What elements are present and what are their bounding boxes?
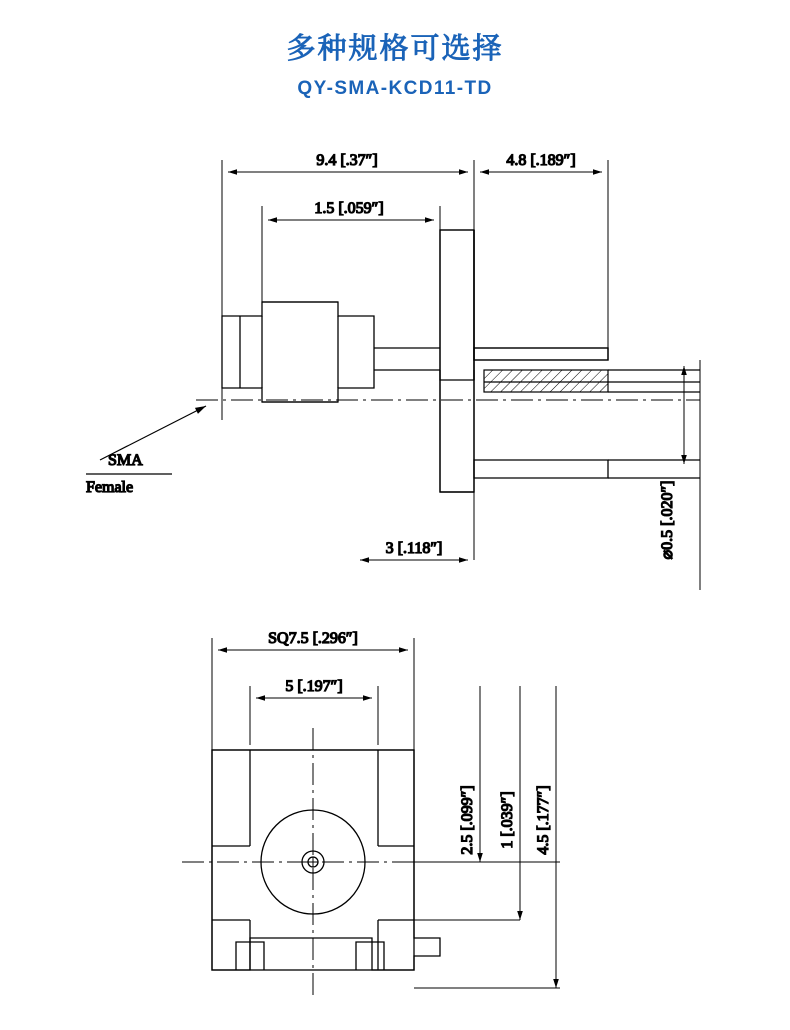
label-sma: SMA [108,452,143,469]
drawing-svg [0,120,790,1030]
svg-text:9.4 [.37″]: 9.4 [.37″] [316,152,378,169]
svg-text:4.5 [.177″]: 4.5 [.177″] [535,785,552,855]
svg-text:1 [.039″]: 1 [.039″] [499,791,516,849]
svg-text:2.5 [.099″]: 2.5 [.099″] [459,785,476,855]
svg-text:3 [.118″]: 3 [.118″] [385,540,443,557]
technical-drawing [0,120,790,1030]
svg-text:SQ7.5 [.296″]: SQ7.5 [.296″] [268,630,358,647]
svg-text:1.5 [.059″]: 1.5 [.059″] [314,200,384,217]
label-female: Female [86,479,134,496]
part-number: QY-SMA-KCD11-TD [297,78,493,99]
svg-text:⌀0.5 [.020″]: ⌀0.5 [.020″] [659,480,676,560]
svg-text:5 [.197″]: 5 [.197″] [285,678,343,695]
page-title: 多种规格可选择 [286,33,504,65]
svg-text:4.8 [.189″]: 4.8 [.189″] [506,152,576,169]
